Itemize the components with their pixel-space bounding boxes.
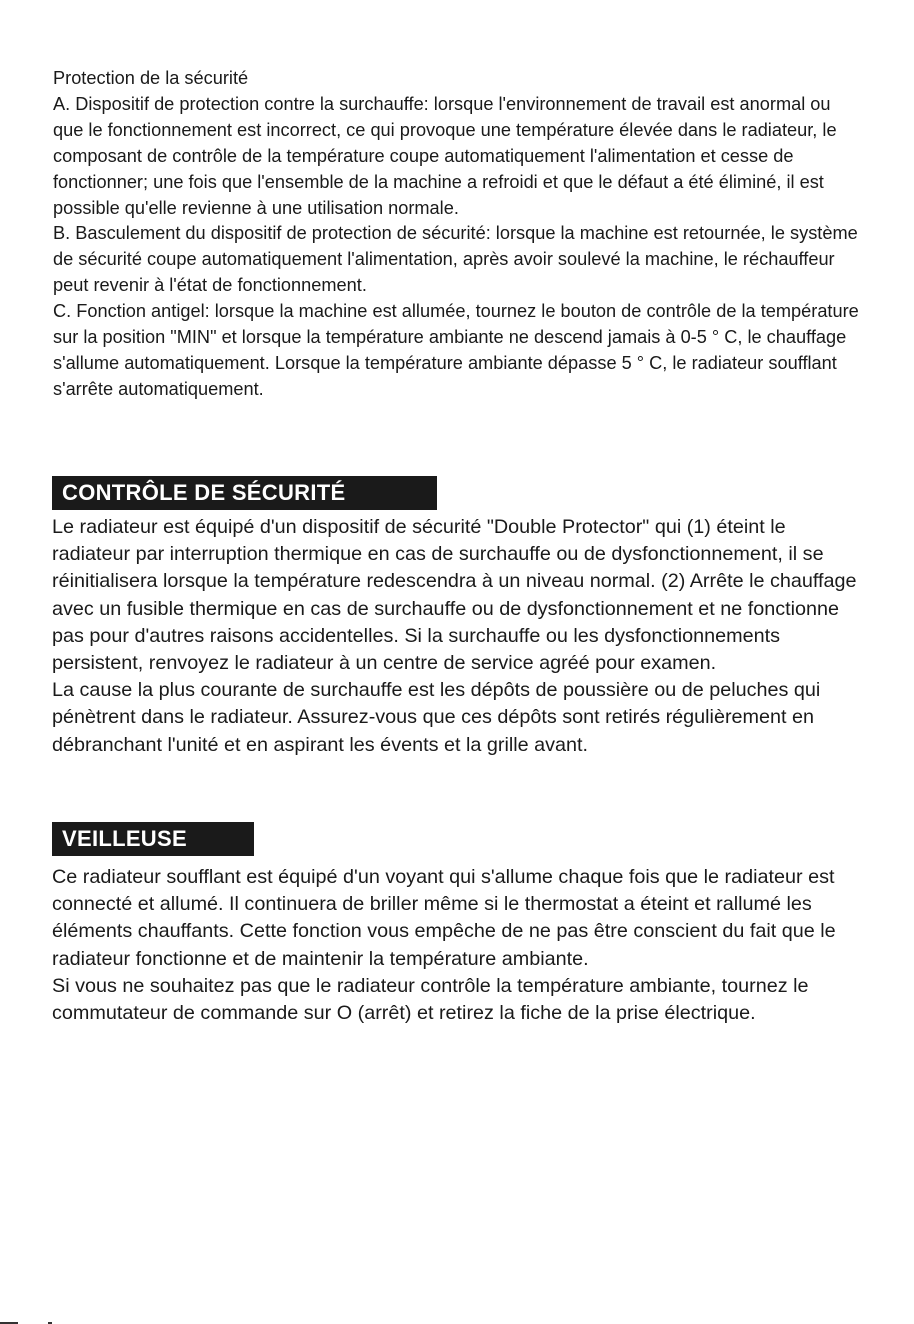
safety-control-heading: CONTRÔLE DE SÉCURITÉ (52, 476, 437, 510)
night-light-paragraph-2: Si vous ne souhaitez pas que le radiateur contrôle la température ambiante, tournez le commutateur de commande sur O (arrêt) et retirez la fiche de la prise électrique. (52, 974, 809, 1025)
safety-control-paragraph-2: La cause la plus courante de surchauffe est les dépôts de poussière ou de peluches qui pénètrent dans le radiateur. Assurez-vous que ces dépôts sont retirés régulièrement en débranchant l'unité et en aspirant les évents et la grille avant. (52, 679, 821, 756)
protection-item-c: C. Fonction antigel: lorsque la machine est allumée, tournez le bouton de contrôle de la température sur la position "MIN" et lorsque la température ambiante ne descend jamais à 0-5 ° C, le chauffage s'allume automatiquement. Lorsque la température ambiante dépasse 5 ° C, le radiateur soufflant s'arrête automatiquement. (53, 301, 859, 399)
night-light-heading: VEILLEUSE (52, 822, 254, 856)
safety-control-paragraph-1: Le radiateur est équipé d'un dispositif de sécurité "Double Protector" qui (1) éteint le radiateur par interruption thermique en cas de surchauffe ou de dysfonctionnement, il se réinitialisera lorsque la température redescendra à un niveau normal. (2) Arrête le chauffage avec un fusible thermique en cas de surchauffe ou de dysfonctionnement et ne fonctionne pas pour d'autres raisons accidentelles. Si la surchauffe ou les dysfonctionnements persistent, renvoyez le radiateur à un centre de service agréé pour examen. (52, 516, 857, 675)
protection-item-b: B. Basculement du dispositif de protection de sécurité: lorsque la machine est retournée, le système de sécurité coupe automatiquement l'alimentation, après avoir soulevé la machine, le réchauffeur peut revenir à l'état de fonctionnement. (53, 223, 858, 296)
protection-item-a: A. Dispositif de protection contre la surchauffe: lorsque l'environnement de travail est anormal ou que le fonctionnement est incorrect, ce qui provoque une température élevée dans le radiateur, le composant de contrôle de la température coupe automatiquement l'alimentation et cesse de fonctionner; une fois que l'ensemble de la machine a refroidi et que le défaut a été éliminé, il est possible qu'elle revienne à une utilisation normale. (53, 93, 837, 218)
night-light-section (52, 864, 862, 1027)
safety-control-section (52, 514, 862, 759)
night-light-paragraph-1: Ce radiateur soufflant est équipé d'un voyant qui s'allume chaque fois que le radiateur est connecté et allumé. Il continuera de briller même si le thermostat a éteint et rallumé les éléments chauffants. Cette fonction vous empêche de ne pas être conscient du fait que le radiateur fonctionne et de maintenir la température ambiante. (52, 866, 836, 970)
protection-title: Protection de la sécurité (53, 68, 249, 88)
protection-section (53, 66, 863, 403)
